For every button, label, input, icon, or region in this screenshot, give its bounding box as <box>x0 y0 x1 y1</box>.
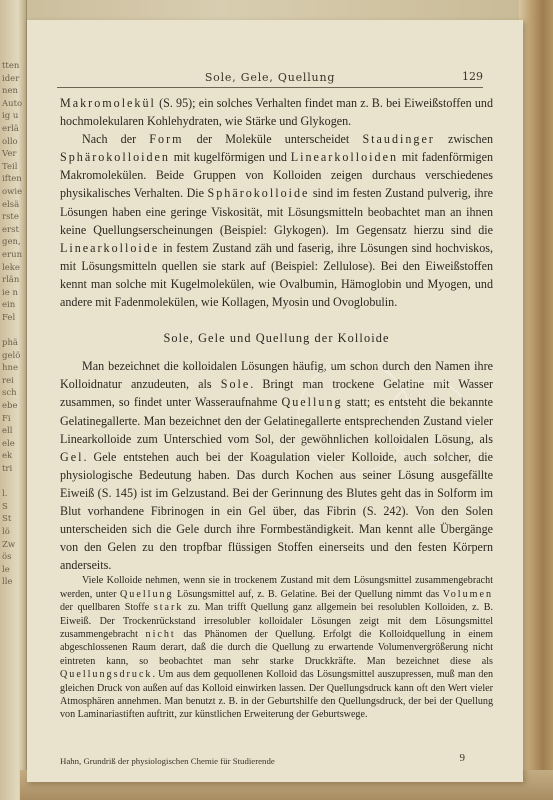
page-body <box>60 94 493 722</box>
left-page-fragment: phä <box>2 338 18 349</box>
spaced-term: Gel <box>60 449 84 464</box>
left-page-fragment: lö <box>2 526 10 537</box>
text-run: der Moleküle unterscheidet <box>183 132 363 147</box>
left-page-fragment: ein <box>2 300 16 311</box>
book-page <box>27 20 523 782</box>
spaced-term: Quellung <box>120 588 174 600</box>
left-page-fragment: ie n <box>2 287 18 298</box>
left-page-edge <box>0 0 27 800</box>
left-page-fragment <box>2 476 24 489</box>
left-page-fragment: rste <box>2 212 19 223</box>
left-page-fragment: leke <box>2 262 20 273</box>
left-page-fragment: S <box>2 501 8 512</box>
left-page-fragment: ele <box>2 438 15 449</box>
text-run: . Gele entstehen auch bei der Koagulation vieler Kolloide, auch solcher, die physiologische Bedeutung haben. Das durch Kochen aus seiner Lösung ausgefällte Eiweiß (S. 145) ist im Gelzustand. Bei der Gerinnung des Blutes geht das in Solform im Blut vorhandene Fibrinogen in ein Gel über, das Fibrin (S. 242). Von den Solen unterscheiden sich die Gele durch ihre Formbeständigkeit. Man kennt alle Übergänge von den Gelen zu den tropfbar flüssigen Stoffen einerseits und den festen Körpern anderseits. <box>60 449 493 573</box>
left-page-fragment: lle <box>2 577 13 588</box>
spaced-term: stark <box>153 602 184 614</box>
text-run: zwischen <box>434 132 494 147</box>
left-page-fragment: ollo <box>2 136 18 147</box>
left-page-fragment: iften <box>2 174 22 185</box>
left-page-fragment: Teil <box>2 161 18 172</box>
text-run: in festem Zustand zäh und faserig, ihre Lösungen sind hochviskos, mit Lösungsmitteln quellen sie stark auf (Beispiel: Zellulose). Bei den Eiweißstoffen kennt man solche mit Kugelmolekülen, wie Ovalbumin, Hämoglobin und Myogen, und andere mit Fadenmolekülen, wie Kollagen, Myosin und Ovoglobulin. <box>60 240 493 310</box>
text-run: Nach der <box>82 132 150 147</box>
left-page-fragment: sch <box>2 388 17 399</box>
left-page-text-fragments <box>2 60 24 589</box>
left-page-fragment: erlä <box>2 123 19 134</box>
left-page-fragment: le <box>2 564 10 575</box>
text-run: der quellbaren Stoffe <box>60 602 154 614</box>
left-page-fragment: owie <box>2 186 23 197</box>
spaced-term: Staudinger <box>362 132 435 147</box>
spaced-term: nicht <box>145 628 176 640</box>
left-page-fragment: ös <box>2 552 12 563</box>
left-page-fragment: St <box>2 514 12 525</box>
left-page-fragment: hne <box>2 363 18 374</box>
spaced-term: Quellungsdruck <box>60 669 153 681</box>
text-run: . Um aus dem gequollenen Kolloid das Lösungsmittel auszupressen, muß man den gleichen Druck von außen auf das Kolloid einwirken lassen. Der Quellungsdruck kann oft den Wert vieler Atmosphären annehmen. Man benutzt z. B. in der Geburtshilfe den Quellungsdruck, der bei der Quellung von Laminariastiften auftritt, zur künstlichen Erweiterung der Geburtswege. <box>60 669 493 721</box>
text-run: das Phänomen der Quellung. Erfolgt die Kolloidquellung in einem abgeschlossenen Raum derart, daß die durch die Quellung zu erwartende Volumenvergrößerung nicht eintreten kann, so beobachtet man sehr starke Druckkräfte. Man bezeichnet diese als <box>60 628 494 667</box>
left-page-fragment: ider <box>2 73 20 84</box>
book-edge-right <box>519 0 553 800</box>
left-page-fragment: ell <box>2 426 13 437</box>
text-run: Lösungsmittel auf, z. B. Gelatine. Bei der Quellung nimmt das <box>173 588 443 600</box>
left-page-fragment: Auto <box>2 98 23 109</box>
footer-book-title: Hahn, Grundriß der physiologischen Chemie für Studierende <box>60 756 275 766</box>
left-page-fragment: Fi <box>2 413 11 424</box>
spaced-term: Form <box>149 132 184 147</box>
left-page-fragment: erun <box>2 249 23 260</box>
text-run: mit kugelförmigen und <box>169 150 291 165</box>
text-run: . Bringt man trockene Gelatine mit Wasser zusammen, so findet unter Wasseraufnahme <box>60 377 493 410</box>
paragraph-form <box>60 130 493 311</box>
text-run: mit fadenförmigen Makromolekülen. Beide Gruppen von Kolloiden zeigen durchaus verschiedenes physikalisches Verhalten. Die <box>60 150 493 201</box>
spaced-term: Sole <box>220 377 251 392</box>
left-page-fragment: Fel <box>2 312 16 323</box>
text-run: sind im festen Zustand pulverig, ihre Lösungen haben eine geringe Viskosität, mit Lösungsmitteln beobachtet man an ihnen keine Quellungserscheinungen (Beispiel: Glykogen). Im Gegensatz hierzu sind die <box>60 186 493 237</box>
spaced-term: Sphärokolloiden <box>60 150 170 165</box>
spaced-term: Quellung <box>281 395 343 410</box>
text-run: statt; es entsteht die bekannte Gelatinegallerte. Man bezeichnet den der Gelatinegallerte entsprechenden Zustand vieler Linearkolloide zum Unterschied vom Sol, der gewöhnlichen kolloidalen Lösung, als <box>60 395 494 446</box>
left-page-fragment: gelö <box>2 350 21 361</box>
spaced-term: Volumen <box>442 588 494 600</box>
left-page-fragment: l. <box>2 489 8 500</box>
signature-mark: 9 <box>459 752 465 764</box>
left-page-fragment: ek <box>2 451 13 462</box>
page-header <box>57 69 483 88</box>
left-page-fragment: ebe <box>2 401 18 412</box>
left-page-fragment: elsä <box>2 199 20 210</box>
left-page-fragment: tten <box>2 61 20 71</box>
left-page-fragment: tri <box>2 464 13 474</box>
left-page-fragment <box>2 324 24 337</box>
spaced-term: Sphärokolloide <box>207 186 310 201</box>
section-title: Sole, Gele und Quellung der Kolloide <box>163 331 390 346</box>
spaced-term: Linearkolloide <box>60 240 160 255</box>
left-page-fragment: erst <box>2 224 19 235</box>
left-page-fragment: nen <box>2 86 18 97</box>
left-page-fragment: ig u <box>2 111 19 122</box>
left-page-fragment: gen, <box>2 237 21 248</box>
left-page-fragment: rei <box>2 375 14 386</box>
paragraph-sole-gele <box>60 357 493 574</box>
text-run: zu. Man trifft Quellung ganz allgemein bei resolublen Kolloiden, z. B. Eiweiß. Der Trockenrückstand irresolubler kolloidaler Lösungen zeigt mit dem Lösungsmittel zusammengebracht <box>60 602 493 640</box>
spaced-term: Linearkolloiden <box>290 150 399 165</box>
left-page-fragment: Zw <box>2 539 16 550</box>
paragraph-quellung-smallprint <box>60 574 493 721</box>
text-run: Man bezeichnet die kolloidalen Lösungen häufig, um schon durch den Namen ihre Kolloidnatur anzudeuten, als <box>60 359 493 392</box>
text-run: Viele Kolloide nehmen, wenn sie in trockenem Zustand mit dem Lösungsmittel zusammengebracht werden, unter <box>60 575 493 600</box>
left-page-fragment: rlän <box>2 275 20 286</box>
page-number: 129 <box>462 70 483 83</box>
spaced-term: Makromolekül <box>60 96 156 110</box>
paragraph-makromolekuel <box>60 94 493 130</box>
text-run: (S. 95); ein solches Verhalten findet man z. B. bei Eiweißstoffen und hochmolekularen Kohlehydraten, wie Stärke und Glykogen. <box>60 96 493 129</box>
left-page-fragment: Ver <box>2 149 17 160</box>
running-head: Sole, Gele, Quellung <box>204 71 336 84</box>
